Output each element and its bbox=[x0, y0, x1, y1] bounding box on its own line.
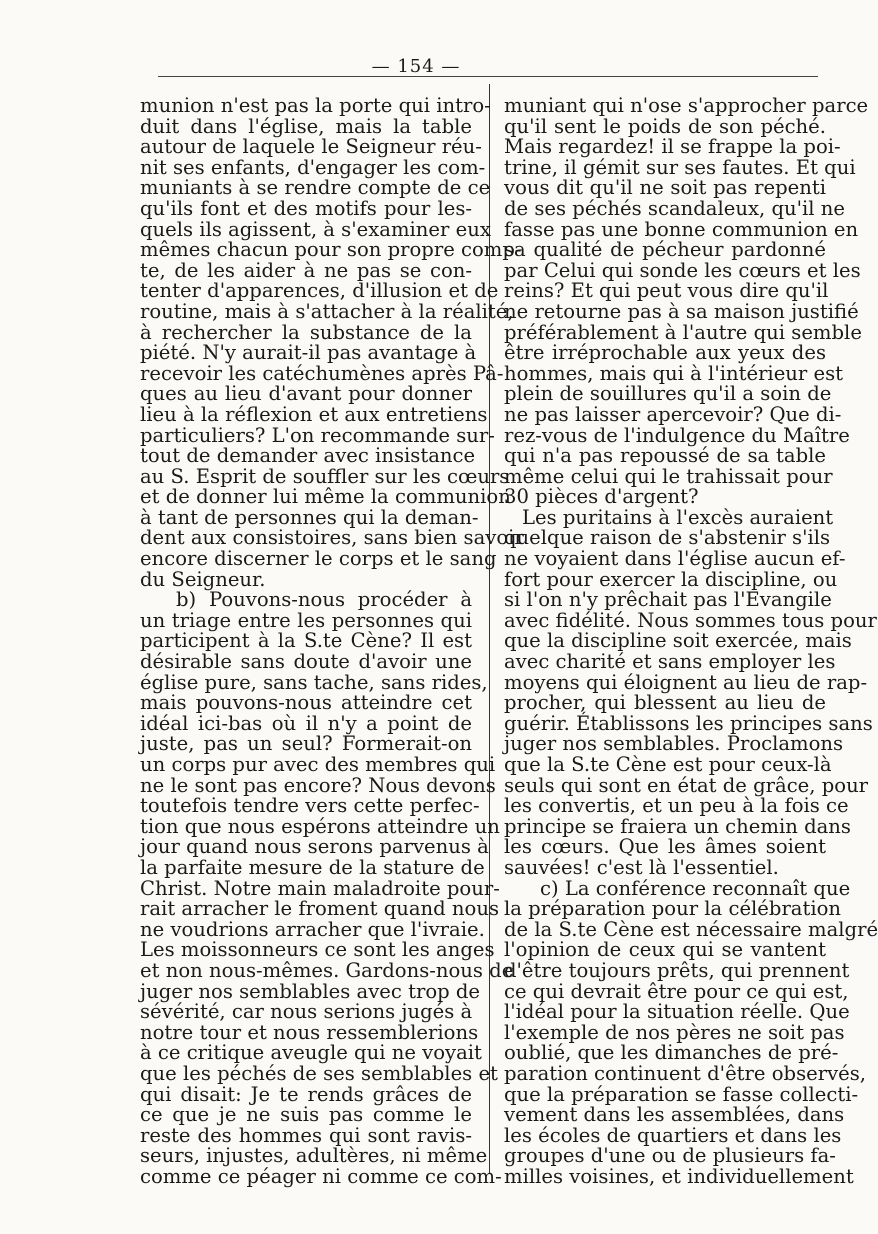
text-line: hommes, mais qui à l'intérieur est bbox=[504, 361, 844, 385]
text-line: principe se fraiera un chemin dans bbox=[504, 814, 851, 838]
text-line: sévérité, car nous serions jugés à bbox=[140, 1000, 473, 1024]
text-line: participent à la S.te Cène? Il est bbox=[140, 629, 472, 653]
text-line: au S. Esprit de souffler sur les cœurs bbox=[140, 464, 510, 488]
text-line: l'exemple de nos pères ne soit pas bbox=[504, 1020, 845, 1044]
text-line: ne retourne pas à sa maison justifié bbox=[504, 299, 859, 323]
text-line: comme ce péager ni comme ce com- bbox=[140, 1164, 502, 1188]
text-line: moyens qui éloignent au lieu de rap- bbox=[504, 670, 868, 694]
text-line: désirable sans doute d'avoir une bbox=[140, 650, 472, 674]
text-line: mais pouvons-nous atteindre cet bbox=[140, 691, 472, 715]
text-line: ce qui devrait être pour ce qui est, bbox=[504, 979, 849, 1003]
text-line: ne pas laisser apercevoir? Que di- bbox=[504, 402, 842, 426]
text-line: de ses péchés scandaleux, qu'il ne bbox=[504, 196, 845, 220]
text-line: fasse pas une bonne communion en bbox=[504, 217, 859, 241]
text-line: les convertis, et un peu à la fois ce bbox=[504, 794, 849, 818]
text-line: vous dit qu'il ne soit pas repenti bbox=[504, 176, 826, 200]
text-line: nit ses enfants, d'engager les com- bbox=[140, 155, 486, 179]
text-line: église pure, sans tache, sans rides, bbox=[140, 670, 488, 694]
text-line: être irréprochable aux yeux des bbox=[504, 341, 826, 365]
text-line: qu'il sent le poids de son péché. bbox=[504, 114, 826, 138]
text-line: la préparation pour la célébration bbox=[504, 897, 842, 921]
text-line: encore discerner le corps et le sang bbox=[140, 547, 497, 571]
text-line: sauvées! c'est là l'essentiel. bbox=[504, 855, 779, 879]
text-line: un corps pur avec des membres qui bbox=[140, 753, 496, 776]
text-line: que la S.te Cène est pour ceux-là bbox=[504, 753, 832, 776]
text-line: à tant de personnes qui la deman- bbox=[140, 505, 479, 529]
text-line: milles voisines, et individuellement bbox=[504, 1164, 854, 1188]
text-line: paration continuent d'être observés, bbox=[504, 1061, 867, 1085]
text-line: procher, qui blessent au lieu de bbox=[504, 691, 826, 715]
text-line: toutefois tendre vers cette perfec- bbox=[140, 794, 480, 818]
text-line: et de donner lui même la communion bbox=[140, 485, 511, 509]
text-line: dent aux consistoires, sans bien savoir bbox=[140, 526, 524, 550]
text-line: oublié, que les dimanches de pré- bbox=[504, 1041, 839, 1065]
text-line: duit dans l'église, mais la table bbox=[140, 114, 472, 138]
text-line: les écoles de quartiers et dans les bbox=[504, 1123, 842, 1147]
text-line: juger nos semblables avec trop de bbox=[140, 979, 481, 1003]
text-line: l'idéal pour la situation réelle. Que bbox=[504, 1000, 850, 1024]
text-line: que les péchés de ses semblables et bbox=[140, 1061, 498, 1085]
text-line: ne le sont pas encore? Nous devons bbox=[140, 773, 496, 797]
text-line: piété. N'y aurait-il pas avantage à bbox=[140, 341, 477, 365]
text-line: tout de demander avec insistance bbox=[140, 444, 476, 468]
text-line: à ce critique aveugle qui ne voyait bbox=[140, 1041, 482, 1065]
text-line: muniant qui n'ose s'approcher parce bbox=[504, 94, 869, 117]
left-column bbox=[140, 94, 524, 1188]
text-line: si l'on n'y prêchait pas l'Evangile bbox=[504, 588, 832, 612]
text-line: 30 pièces d'argent? bbox=[504, 485, 699, 509]
text-line: ne voudrions arracher que l'ivraie. bbox=[140, 917, 485, 941]
text-line: avec fidélité. Nous sommes tous pour bbox=[504, 608, 877, 632]
text-line: quelque raison de s'abstenir s'ils bbox=[504, 526, 831, 550]
text-line: la parfaite mesure de la stature de bbox=[140, 855, 485, 879]
text-line: trine, il gémit sur ses fautes. Et qui bbox=[504, 155, 856, 179]
text-line: te, de les aider à ne pas se con- bbox=[140, 258, 472, 282]
text-line: et non nous-mêmes. Gardons-nous de bbox=[140, 958, 514, 982]
text-line: particuliers? L'on recommande sur- bbox=[140, 423, 495, 447]
text-line: muniants à se rendre compte de ce bbox=[140, 176, 491, 200]
text-line: d'être toujours prêts, qui prennent bbox=[504, 958, 850, 982]
text-line: vement dans les assemblées, dans bbox=[504, 1103, 845, 1127]
text-line: quels ils agissent, à s'examiner eux bbox=[140, 217, 491, 241]
text-line: avec charité et sans employer les bbox=[504, 650, 836, 674]
text-line: reste des hommes qui sont ravis- bbox=[140, 1123, 472, 1147]
text-line: un triage entre les personnes qui bbox=[140, 608, 472, 632]
text-line: qui disait: Je te rends grâces de bbox=[140, 1082, 472, 1106]
text-line: seurs, injustes, adultères, ni même bbox=[140, 1144, 488, 1168]
text-line: notre tour et nous ressemblerions bbox=[140, 1020, 479, 1044]
text-line: préférablement à l'autre qui semble bbox=[504, 320, 862, 344]
text-line: jour quand nous serons parvenus à bbox=[140, 835, 489, 859]
text-line: l'opinion de ceux qui se vantent bbox=[504, 938, 826, 962]
text-line: ce que je ne suis pas comme le bbox=[140, 1103, 472, 1127]
text-line: recevoir les catéchumènes après Pâ- bbox=[140, 361, 504, 385]
text-line: Christ. Notre main maladroite pour- bbox=[140, 876, 500, 900]
text-line: munion n'est pas la porte qui intro- bbox=[140, 94, 491, 117]
text-line: plein de souillures qu'il a soin de bbox=[504, 382, 832, 406]
text-line: Les puritains à l'excès auraient bbox=[522, 505, 834, 529]
text-line: Les moissonneurs ce sont les anges bbox=[140, 938, 495, 962]
text-line: Mais regardez! il se frappe la poi- bbox=[504, 135, 841, 159]
text-line: les cœurs. Que les âmes soient bbox=[504, 835, 826, 859]
text-line: qui n'a pas repoussé de sa table bbox=[504, 444, 826, 468]
text-line: tenter d'apparences, d'illusion et de bbox=[140, 279, 499, 303]
text-line: routine, mais à s'attacher à la réalité, bbox=[140, 299, 514, 323]
text-line: seuls qui sont en état de grâce, pour bbox=[504, 773, 869, 797]
text-line: à rechercher la substance de la bbox=[140, 320, 472, 344]
right-column bbox=[504, 94, 878, 1188]
text-line: juger nos semblables. Proclamons bbox=[504, 732, 844, 756]
page-number: — 154 — bbox=[371, 56, 461, 77]
text-line: rez-vous de l'indulgence du Maître bbox=[504, 423, 850, 447]
text-line: juste, pas un seul? Formerait-on bbox=[140, 732, 472, 756]
text-line: lieu à la réflexion et aux entretiens bbox=[140, 402, 488, 426]
text-line: tion que nous espérons atteindre un bbox=[140, 814, 500, 838]
text-line: c) La conférence reconnaît que bbox=[540, 876, 851, 900]
text-line: ques au lieu d'avant pour donner bbox=[140, 382, 472, 406]
text-line: idéal ici-bas où il n'y a point de bbox=[140, 711, 472, 735]
text-line: mêmes chacun pour son propre comp- bbox=[140, 238, 522, 262]
text-line: de la S.te Cène est nécessaire malgré bbox=[504, 917, 878, 941]
text-line: groupes d'une ou de plusieurs fa- bbox=[504, 1144, 836, 1168]
text-line: reins? Et qui peut vous dire qu'il bbox=[504, 279, 829, 303]
text-line: qu'ils font et des motifs pour les- bbox=[140, 196, 472, 220]
text-line: ne voyaient dans l'église aucun ef- bbox=[504, 547, 846, 571]
text-line: du Seigneur. bbox=[140, 567, 266, 591]
text-line: que la préparation se fasse collecti- bbox=[504, 1082, 859, 1106]
text-line: guérir. Établissons les principes sans bbox=[504, 711, 873, 735]
text-line: autour de laquele le Seigneur réu- bbox=[140, 135, 482, 159]
text-line: fort pour exercer la discipline, ou bbox=[504, 567, 838, 591]
text-line: b) Pouvons-nous procéder à bbox=[176, 588, 472, 612]
text-line: rait arracher le froment quand nous bbox=[140, 897, 500, 921]
text-line: même celui qui le trahissait pour bbox=[504, 464, 833, 488]
text-line: par Celui qui sonde les cœurs et les bbox=[504, 258, 861, 282]
text-line: que la discipline soit exercée, mais bbox=[504, 629, 852, 653]
text-line: sa qualité de pécheur pardonné bbox=[504, 238, 826, 262]
header-rule bbox=[158, 76, 818, 77]
